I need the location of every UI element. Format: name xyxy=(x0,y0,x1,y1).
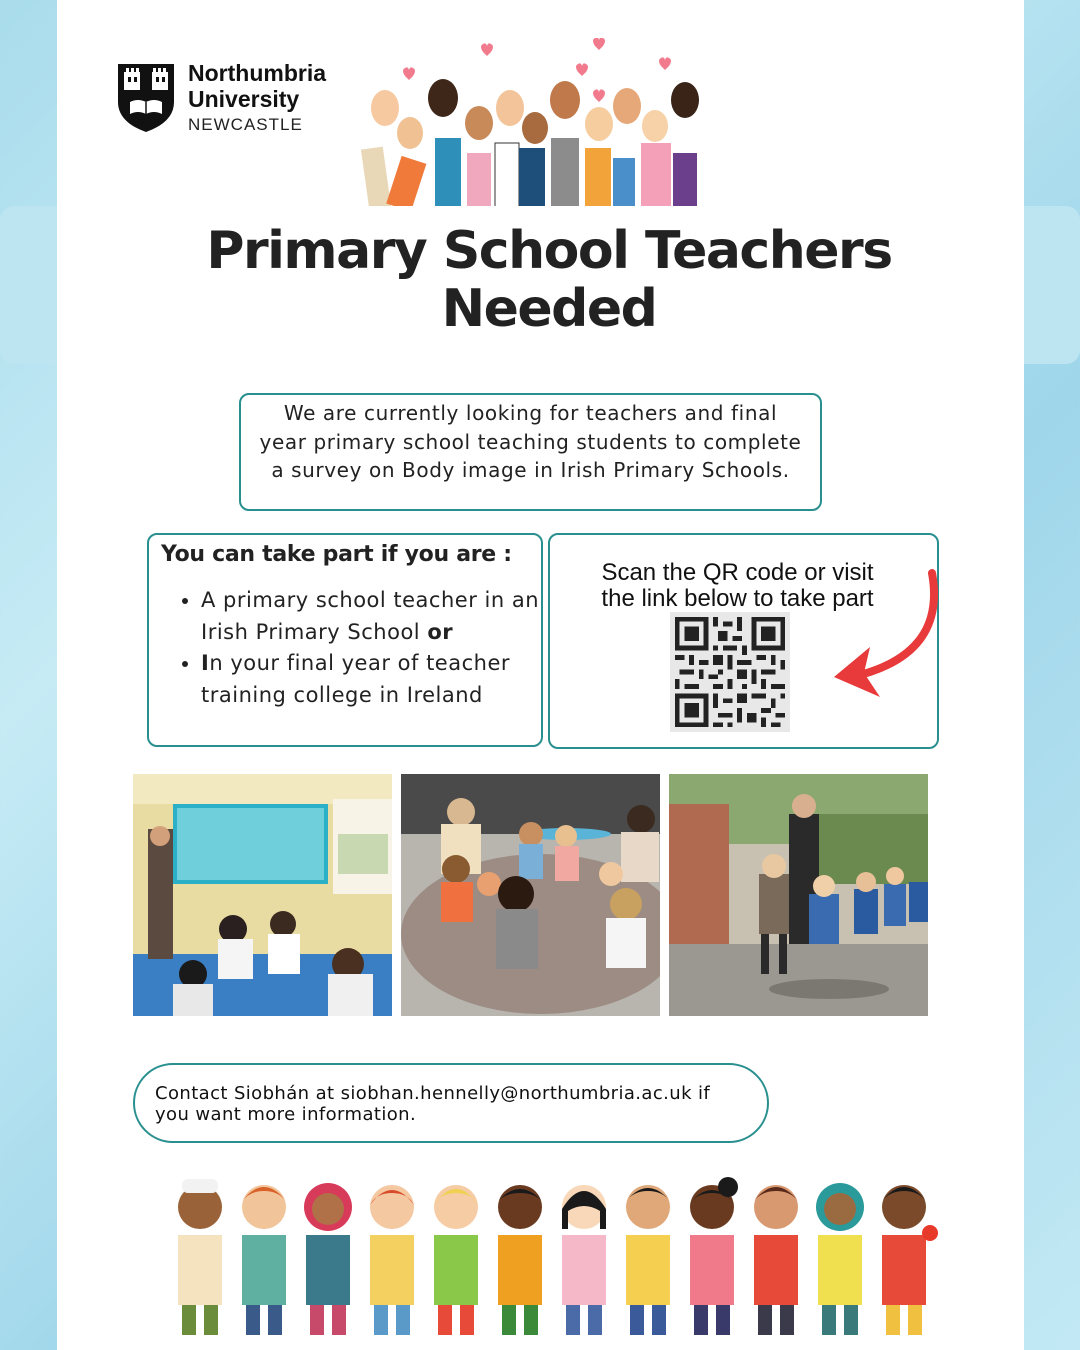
eligibility-heading: You can take part if you are : xyxy=(161,542,512,567)
contact-text xyxy=(155,1083,710,1125)
eligibility-item-1: A primary school teacher in an Irish Primary School xyxy=(201,588,540,644)
eligibility-item-2: n your final year of teacher training college in Ireland xyxy=(201,651,510,707)
raised-hands-illustration xyxy=(355,38,715,206)
contact-box xyxy=(133,1063,769,1143)
university-name xyxy=(188,60,326,138)
eligibility-list xyxy=(181,585,541,711)
circle-time-photo xyxy=(401,774,660,1016)
list-item xyxy=(201,648,541,711)
title-line-1: Primary School Teachers xyxy=(206,221,892,281)
eligibility-box xyxy=(147,533,543,747)
logo-line-3: NEWCASTLE xyxy=(188,115,303,134)
eligibility-item-2-initial: I xyxy=(201,651,210,675)
qr-line-2: the link below to take part xyxy=(601,585,874,612)
logo-line-2: University xyxy=(188,86,300,112)
intro-text: We are currently looking for teachers and final year primary school teaching students to complete a survey on Body image in Irish Primary Schools. xyxy=(259,401,802,482)
logo-line-1: Northumbria xyxy=(188,60,326,86)
intro-box xyxy=(239,393,822,511)
classroom-photo xyxy=(133,774,392,1016)
qr-line-1: Scan the QR code or visit xyxy=(601,559,874,586)
page-title xyxy=(0,222,1080,338)
children-illustration xyxy=(160,1165,940,1340)
arrow-icon xyxy=(812,565,942,705)
contact-line-2: you want more information. xyxy=(155,1104,417,1125)
qr-code-icon[interactable] xyxy=(670,612,790,732)
title-line-2: Needed xyxy=(441,279,657,339)
school-walk-photo xyxy=(669,774,928,1016)
university-crest-icon xyxy=(116,62,176,134)
list-item xyxy=(201,585,541,648)
eligibility-or: or xyxy=(427,619,454,644)
contact-line-1[interactable]: Contact Siobhán at siobhan.hennelly@northumbria.ac.uk if xyxy=(155,1083,711,1104)
qr-box xyxy=(548,533,939,749)
